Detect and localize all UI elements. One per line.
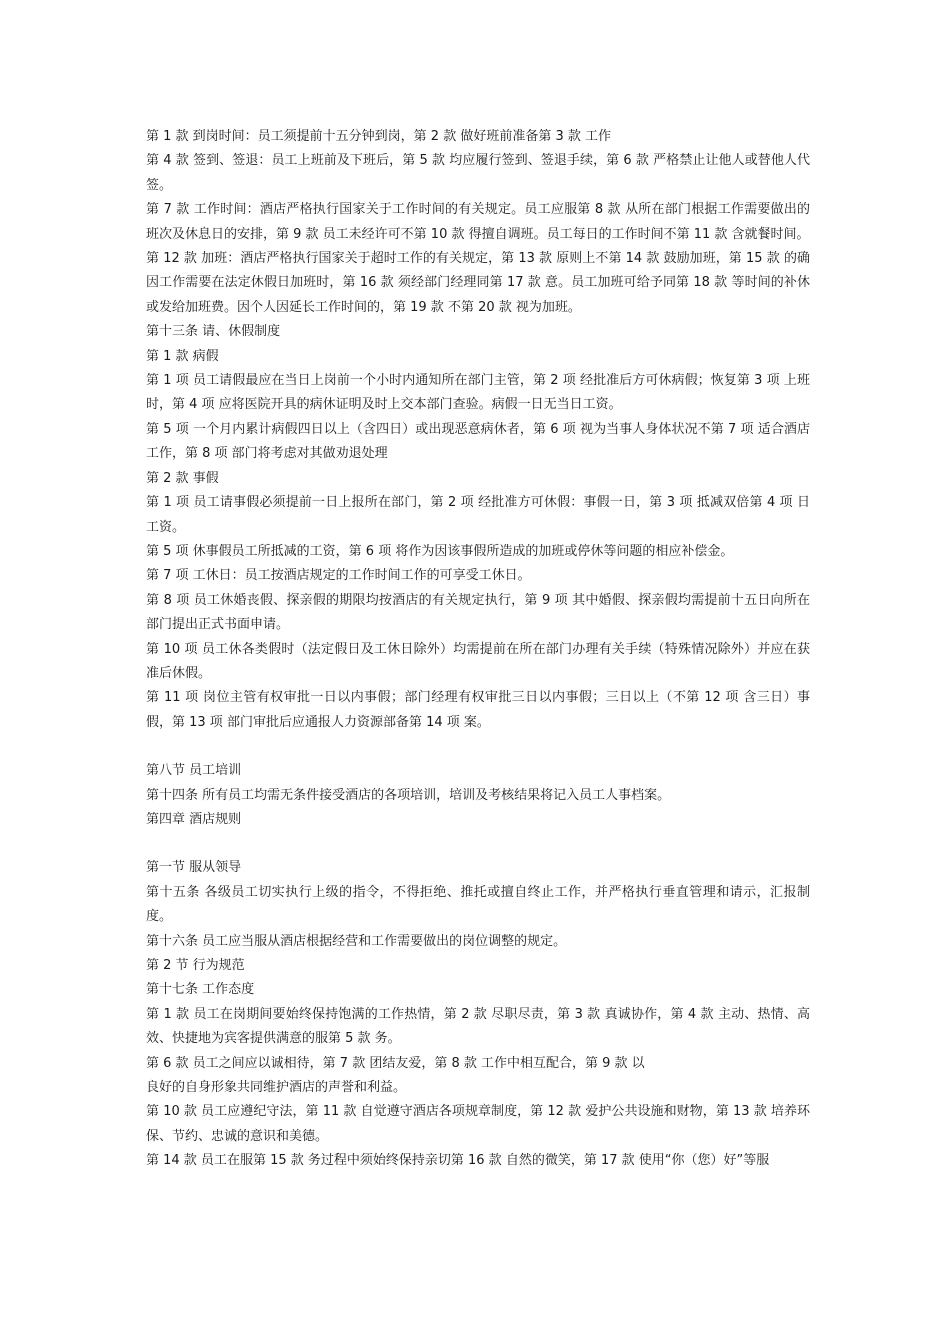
paragraph: 第 7 款 工作时间：酒店严格执行国家关于工作时间的有关规定。员工应服第 8 款 从所在部门根据工作需要做出的班次及休息日的安排，第 9 款 员工未经许可不第 10 款 得擅自调班。员工每日的工作时间不第 11 款 含就餐时间。 bbox=[146, 202, 810, 242]
document-body bbox=[146, 125, 810, 1174]
paragraph: 第 6 款 员工之间应以诚相待，第 7 款 团结友爱，第 8 款 工作中相互配合，第 9 款 以 bbox=[146, 1055, 645, 1071]
paragraph: 第 14 款 员工在服第 15 款 务过程中须始终保持亲切第 16 款 自然的微笑，第 17 款 使用“你（您）好”等服 bbox=[146, 1153, 770, 1169]
paragraph: 第 8 项 员工休婚丧假、探亲假的期限均按酒店的有关规定执行，第 9 项 其中婚假、探亲假均需提前十五日向所在部门提出正式书面申请。 bbox=[146, 592, 810, 633]
clause-heading: 第 1 款 病假 bbox=[146, 348, 219, 364]
section-heading: 第一节 服从领导 bbox=[146, 860, 242, 876]
paragraph: 第 11 项 岗位主管有权审批一日以内事假；部门经理有权审批三日以内事假；三日以上（不第 12 项 含三日）事假，第 13 项 部门审批后应通报人力资源部备第 14 项 案。 bbox=[146, 690, 810, 730]
paragraph: 第 5 项 休事假员工所抵减的工资，第 6 项 将作为因该事假所造成的加班或停休等问题的相应补偿金。 bbox=[146, 543, 734, 559]
paragraph: 第 4 款 签到、签退：员工上班前及下班后，第 5 款 均应履行签到、签退手续，第 6 款 严格禁止让他人或替他人代签。 bbox=[146, 153, 810, 193]
chapter-heading: 第四章 酒店规则 bbox=[146, 811, 242, 827]
paragraph: 第 1 项 员工请假最应在当日上岗前一个小时内通知所在部门主管，第 2 项 经批准后方可休病假；恢复第 3 项 上班时，第 4 项 应将医院开具的病休证明及时上交本部门查验。病假一日无当日工资。 bbox=[146, 373, 810, 413]
section-heading: 第八节 员工培训 bbox=[146, 763, 242, 779]
paragraph: 第 5 项 一个月内累计病假四日以上（含四日）或出现恶意病休者，第 6 项 视为当事人身体状况不第 7 项 适合酒店工作，第 8 项 部门将考虑对其做劝退处理 bbox=[146, 421, 810, 462]
paragraph: 第 1 项 员工请事假必须提前一日上报所在部门，第 2 项 经批准方可休假：事假一日，第 3 项 抵减双倍第 4 项 日工资。 bbox=[146, 495, 810, 535]
article-heading: 第十三条 请、休假制度 bbox=[146, 324, 281, 340]
paragraph: 第 7 项 工休日：员工按酒店规定的工作时间工作的可享受工休日。 bbox=[146, 568, 531, 584]
clause-heading: 第 2 款 事假 bbox=[146, 470, 219, 486]
paragraph: 第 12 款 加班：酒店严格执行国家关于超时工作的有关规定，第 13 款 原则上不第 14 款 鼓励加班，第 15 款 的确因工作需要在法定休假日加班时，第 16 款 须经部门经理同第 17 款 意。员工加班可给予同第 18 款 等时间的补休或发给加班费。因个人因延长工作时间的，第 19 款 不第 20 款 视为加班。 bbox=[146, 251, 810, 315]
paragraph: 第 10 项 员工休各类假时（法定假日及工休日除外）均需提前在所在部门办理有关手续（特殊情况除外）并应在获准后休假。 bbox=[146, 641, 810, 681]
paragraph: 第 1 款 员工在岗期间要始终保持饱满的工作热情，第 2 款 尽职尽责，第 3 款 真诚协作，第 4 款 主动、热情、高效、快捷地为宾客提供满意的服第 5 款 务。 bbox=[146, 1006, 810, 1047]
paragraph: 第十五条 各级员工切实执行上级的指令，不得拒绝、推托或擅自终止工作，并严格执行垂直管理和请示，汇报制度。 bbox=[146, 884, 810, 925]
blank-line bbox=[146, 735, 810, 759]
paragraph: 良好的自身形象共同维护酒店的声誉和利益。 bbox=[146, 1080, 407, 1096]
article-heading: 第十七条 工作态度 bbox=[146, 982, 255, 998]
paragraph: 第 1 款 到岗时间：员工须提前十五分钟到岗，第 2 款 做好班前准备第 3 款 工作 bbox=[146, 129, 612, 144]
section-heading: 第 2 节 行为规范 bbox=[146, 958, 245, 973]
paragraph: 第十六条 员工应当服从酒店根据经营和工作需要做出的岗位调整的规定。 bbox=[146, 933, 567, 949]
blank-line bbox=[146, 832, 810, 856]
paragraph: 第 10 款 员工应遵纪守法，第 11 款 自觉遵守酒店各项规章制度，第 12 款 爱护公共设施和财物，第 13 款 培养环保、节约、忠诚的意识和美德。 bbox=[146, 1104, 810, 1144]
paragraph: 第十四条 所有员工均需无条件接受酒店的各项培训，培训及考核结果将记入员工人事档案。 bbox=[146, 787, 671, 803]
